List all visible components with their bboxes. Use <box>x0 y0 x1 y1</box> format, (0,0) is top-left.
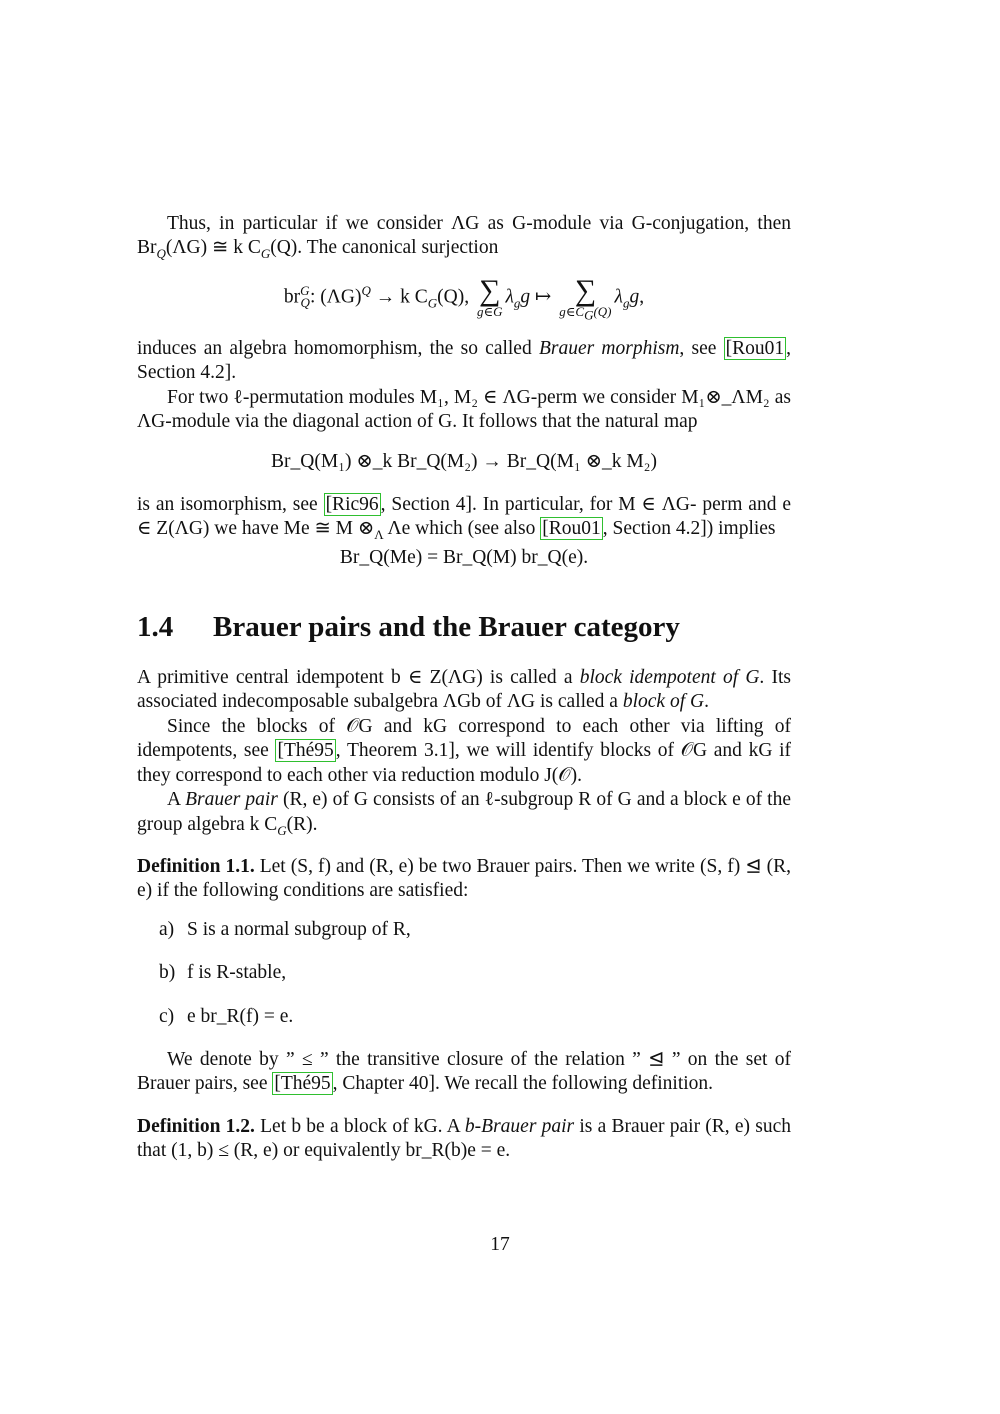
citation-ric96[interactable]: [Ric96 <box>325 493 379 515</box>
eq-text: (Q), <box>437 286 470 308</box>
term-block-idempotent: block idempotent of G <box>579 667 760 689</box>
section-number: 1.4 <box>137 611 174 644</box>
text: Thus, in particular if we consider ΛG as G-module via G-conjugation, then Br <box>137 213 791 259</box>
paragraph-brauer-pair: A Brauer pair (R, e) of G consists of an ℓ-subgroup R of G and a block e of the group algebra k $C_G(R)$. <box>137 789 791 838</box>
eq-text: → k C <box>370 286 428 308</box>
paragraph-permutation-modules: For two ℓ-permutation modules M₁, M₂ ∈ ΛG-perm we consider M₁⊗_ΛM₂ as ΛG-module via the diagonal action of G. It follows that the natural map <box>137 386 791 433</box>
list-item: b) f is R-stable, <box>159 962 287 984</box>
list-item: a) S is a normal subgroup of R, <box>159 918 411 940</box>
page-body <box>137 212 791 1164</box>
condition-list <box>137 918 791 1029</box>
eq-text: br <box>283 286 301 308</box>
definition-label: Definition 1.1. <box>137 855 255 877</box>
equation-surjection: $br^G_Q$: $(\Lambda G)^Q \to k$ $C_G(Q)$, ∑ g∈G $\lambda_gg$ ↦ ∑ $g\in C_G(Q)$ $\lambda_gg$, <box>283 273 645 323</box>
list-item: c) e br_R(f) = e. <box>159 1005 294 1027</box>
eq-text: : (ΛG) <box>309 286 362 308</box>
term-b-brauer-pair: b-Brauer pair <box>464 1115 575 1137</box>
paragraph-conjugation: Thus, in particular if we consider ΛG as G-module via G-conjugation, then $Br_Q(\Lambda G)$ ≅ k $C_G(Q)$. The canonical surjection <box>137 213 791 262</box>
text: (ΛG) ≅ k C <box>165 237 261 259</box>
citation-rou01[interactable]: [Rou01 <box>542 518 601 540</box>
page-number: 17 <box>490 1234 510 1255</box>
paragraph-lifting: Since the blocks of 𝒪G and kG correspond to each other via lifting of idempotents, see [Thé95 , Theorem 3.1], we will identify blocks of 𝒪G and kG if they correspond to each other via reduction modulo J(𝒪). <box>137 715 792 786</box>
section-title: Brauer pairs and the Brauer category <box>213 611 680 644</box>
equation-brauer-product: Br_Q(Me) = Br_Q(M) br_Q(e). <box>339 546 589 568</box>
equation-natural-map: Br_Q(M₁) ⊗_k Br_Q(M₂) → Br_Q(M₁ ⊗_k M₂) <box>271 451 657 473</box>
term-block: block of G <box>622 691 705 713</box>
paragraph-isomorphism: is an isomorphism, see [Ric96 , Section 4]. In particular, for M ∈ ΛG- perm and e ∈ Z(ΛG) we have Me ≅ M $\otimes_\Lambda$ Λe which (see also [Rou01 , Section 4.2]) implies <box>137 493 791 543</box>
definition-1-1: Definition 1.1. Let (S, f) and (R, e) be two Brauer pairs. Then we write (S, f) ⊴ (R, e) if the following conditions are satisfied: <box>137 855 791 902</box>
term-brauer-morphism: Brauer morphism <box>538 337 680 359</box>
text: (Q). The canonical surjection <box>270 237 499 259</box>
citation-the95[interactable]: [Thé95 <box>274 1073 331 1095</box>
paragraph-transitive-closure: We denote by ” ≤ ” the transitive closure of the relation ” ⊴ ” on the set of Brauer pairs, see [Thé95 , Chapter 40]. We recall the following definition. <box>137 1048 791 1095</box>
term-brauer-pair: Brauer pair <box>185 789 278 811</box>
paragraph-brauer-morphism: induces an algebra homomorphism, the so called Brauer morphism, see [Rou01 , Section 4.2]. <box>137 337 791 384</box>
citation-the95[interactable]: [Thé95 <box>277 740 334 762</box>
paragraph-block-idempotent: A primitive central idempotent b ∈ Z(ΛG) is called a block idempotent of G. Its associated indecomposable subalgebra ΛGb of ΛG is called a block of G. <box>137 667 791 713</box>
definition-1-2: Definition 1.2. Let b be a block of kG. A b-Brauer pair is a Brauer pair (R, e) such that (1, b) ≤ (R, e) or equivalently br_R(b)e = e. <box>137 1115 792 1162</box>
citation-rou01[interactable]: [Rou01 <box>725 337 785 359</box>
section-heading <box>137 610 791 644</box>
sum-symbol: ∑ $g\in C_G(Q)$ <box>559 273 612 323</box>
sum-symbol: ∑ g∈G <box>476 273 503 319</box>
definition-label: Definition 1.2. <box>137 1115 255 1137</box>
